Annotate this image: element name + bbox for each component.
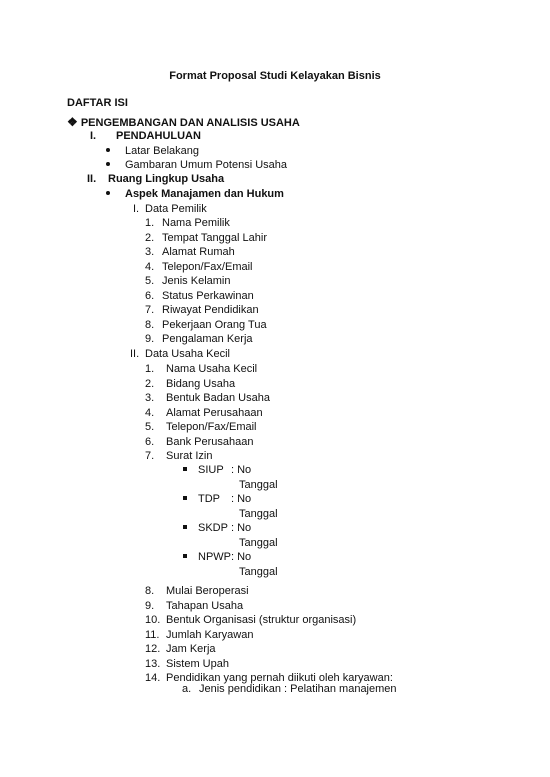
part2-bullet-label: Aspek Manajamen dan Hukum (125, 188, 284, 200)
permit-no: : No (231, 493, 252, 505)
permit-bullet (183, 492, 187, 506)
business-item-num: 13. (145, 657, 161, 670)
permit-date: Tanggal (239, 536, 278, 549)
business-item-num: 10. (145, 614, 161, 626)
part2-bullet (106, 187, 110, 201)
business-item-label: Bank Perusahaan (166, 435, 254, 448)
square-bullet-icon (183, 525, 187, 529)
main-section (67, 115, 300, 130)
business-item-label: Mulai Beroperasi (166, 585, 249, 597)
business-item-num: 5. (145, 421, 155, 433)
business-item-num: 2. (145, 377, 155, 390)
business-item-label: Sistem Upah (166, 657, 229, 670)
owner-item-label: Alamat Rumah (162, 246, 235, 258)
business-item-num: 12. (145, 643, 161, 655)
square-bullet-icon (183, 467, 187, 471)
part1-item (106, 144, 110, 158)
business-item-label: Pendidikan yang pernah diikuti oleh karyawan: (166, 672, 393, 684)
square-bullet-icon (183, 496, 187, 500)
business-item-num: 4. (145, 406, 155, 419)
owner-item-label: Telepon/Fax/Email (162, 260, 253, 273)
bullet-icon (106, 148, 110, 152)
owner-item-num: 6. (145, 289, 155, 302)
toc-heading: DAFTAR ISI (67, 97, 128, 109)
diamond-bullet-icon: ❖ (67, 115, 78, 129)
permit-date: Tanggal (239, 478, 278, 491)
permit-no: : No (231, 551, 252, 563)
business-item-num: 11. (145, 628, 160, 641)
owner-item-num: 5. (145, 275, 155, 287)
business-item-num: 7. (145, 450, 155, 462)
business-item-num: 1. (145, 363, 155, 375)
owner-item-label: Riwayat Pendidikan (162, 304, 259, 316)
owner-item-num: 8. (145, 318, 155, 331)
business-item-label: Bentuk Organisasi (struktur organisasi) (166, 614, 357, 626)
owner-item-num: 4. (145, 260, 155, 273)
permit-bullet (183, 521, 187, 535)
business-item-label: Telepon/Fax/Email (166, 421, 257, 433)
owner-item-label: Pengalaman Kerja (162, 333, 253, 345)
sub-item-label: Jenis pendidikan : Pelatihan manajemen (199, 683, 397, 695)
part1-item (106, 158, 110, 172)
business-data-num: II. (130, 348, 140, 360)
permit-name: SIUP (198, 464, 224, 476)
business-item-num: 6. (145, 435, 155, 448)
bullet-icon (106, 191, 110, 195)
business-item-label: Surat Izin (166, 450, 213, 462)
part1-item-label: Gambaran Umum Potensi Usaha (125, 159, 288, 171)
owner-data-num: I. (133, 203, 140, 215)
permit-name: SKDP (198, 522, 228, 534)
main-section-label: PENGEMBANGAN DAN ANALISIS USAHA (80, 117, 300, 129)
permit-bullet (183, 550, 187, 564)
business-item-label: Jam Kerja (166, 643, 216, 655)
owner-item-label: Nama Pemilik (162, 217, 230, 229)
owner-data-title: Data Pemilik (145, 203, 207, 215)
part2-title: Ruang Lingkup Usaha (108, 173, 225, 185)
owner-item-label: Status Perkawinan (162, 289, 254, 302)
business-item-label: Nama Usaha Kecil (166, 363, 258, 375)
permit-date: Tanggal (239, 507, 278, 520)
square-bullet-icon (183, 554, 187, 558)
permit-bullet (183, 463, 187, 477)
permit-name: NPWP (198, 551, 231, 563)
permit-no: : No (231, 522, 252, 534)
owner-item-num: 9. (145, 333, 155, 345)
owner-item-label: Tempat Tanggal Lahir (162, 231, 267, 244)
part1-num: I. (90, 130, 97, 142)
business-item-label: Alamat Perusahaan (166, 406, 263, 419)
business-item-label: Bidang Usaha (166, 377, 236, 390)
bullet-icon (106, 162, 110, 166)
business-data-title: Data Usaha Kecil (145, 348, 230, 360)
business-item-num: 8. (145, 585, 155, 597)
business-item-num: 9. (145, 599, 155, 612)
business-item-num: 3. (145, 392, 155, 404)
sub-item-num: a. (182, 683, 192, 695)
part1-title: PENDAHULUAN (116, 130, 201, 142)
part2-num: II. (87, 173, 97, 185)
owner-item-num: 3. (145, 246, 155, 258)
owner-item-label: Pekerjaan Orang Tua (162, 318, 267, 331)
business-item-label: Jumlah Karyawan (166, 628, 254, 641)
document-title: Format Proposal Studi Kelayakan Bisnis (169, 70, 381, 82)
permit-no: : No (231, 464, 252, 476)
business-item-label: Bentuk Badan Usaha (166, 392, 270, 404)
business-item-label: Tahapan Usaha (166, 599, 244, 612)
part1-item-label: Latar Belakang (125, 145, 199, 157)
owner-item-num: 7. (145, 304, 155, 316)
owner-item-num: 1. (145, 217, 155, 229)
business-item-num: 14. (145, 672, 161, 684)
permit-date: Tanggal (239, 565, 278, 578)
owner-item-label: Jenis Kelamin (162, 275, 231, 287)
permit-name: TDP (198, 493, 220, 505)
owner-item-num: 2. (145, 231, 155, 244)
